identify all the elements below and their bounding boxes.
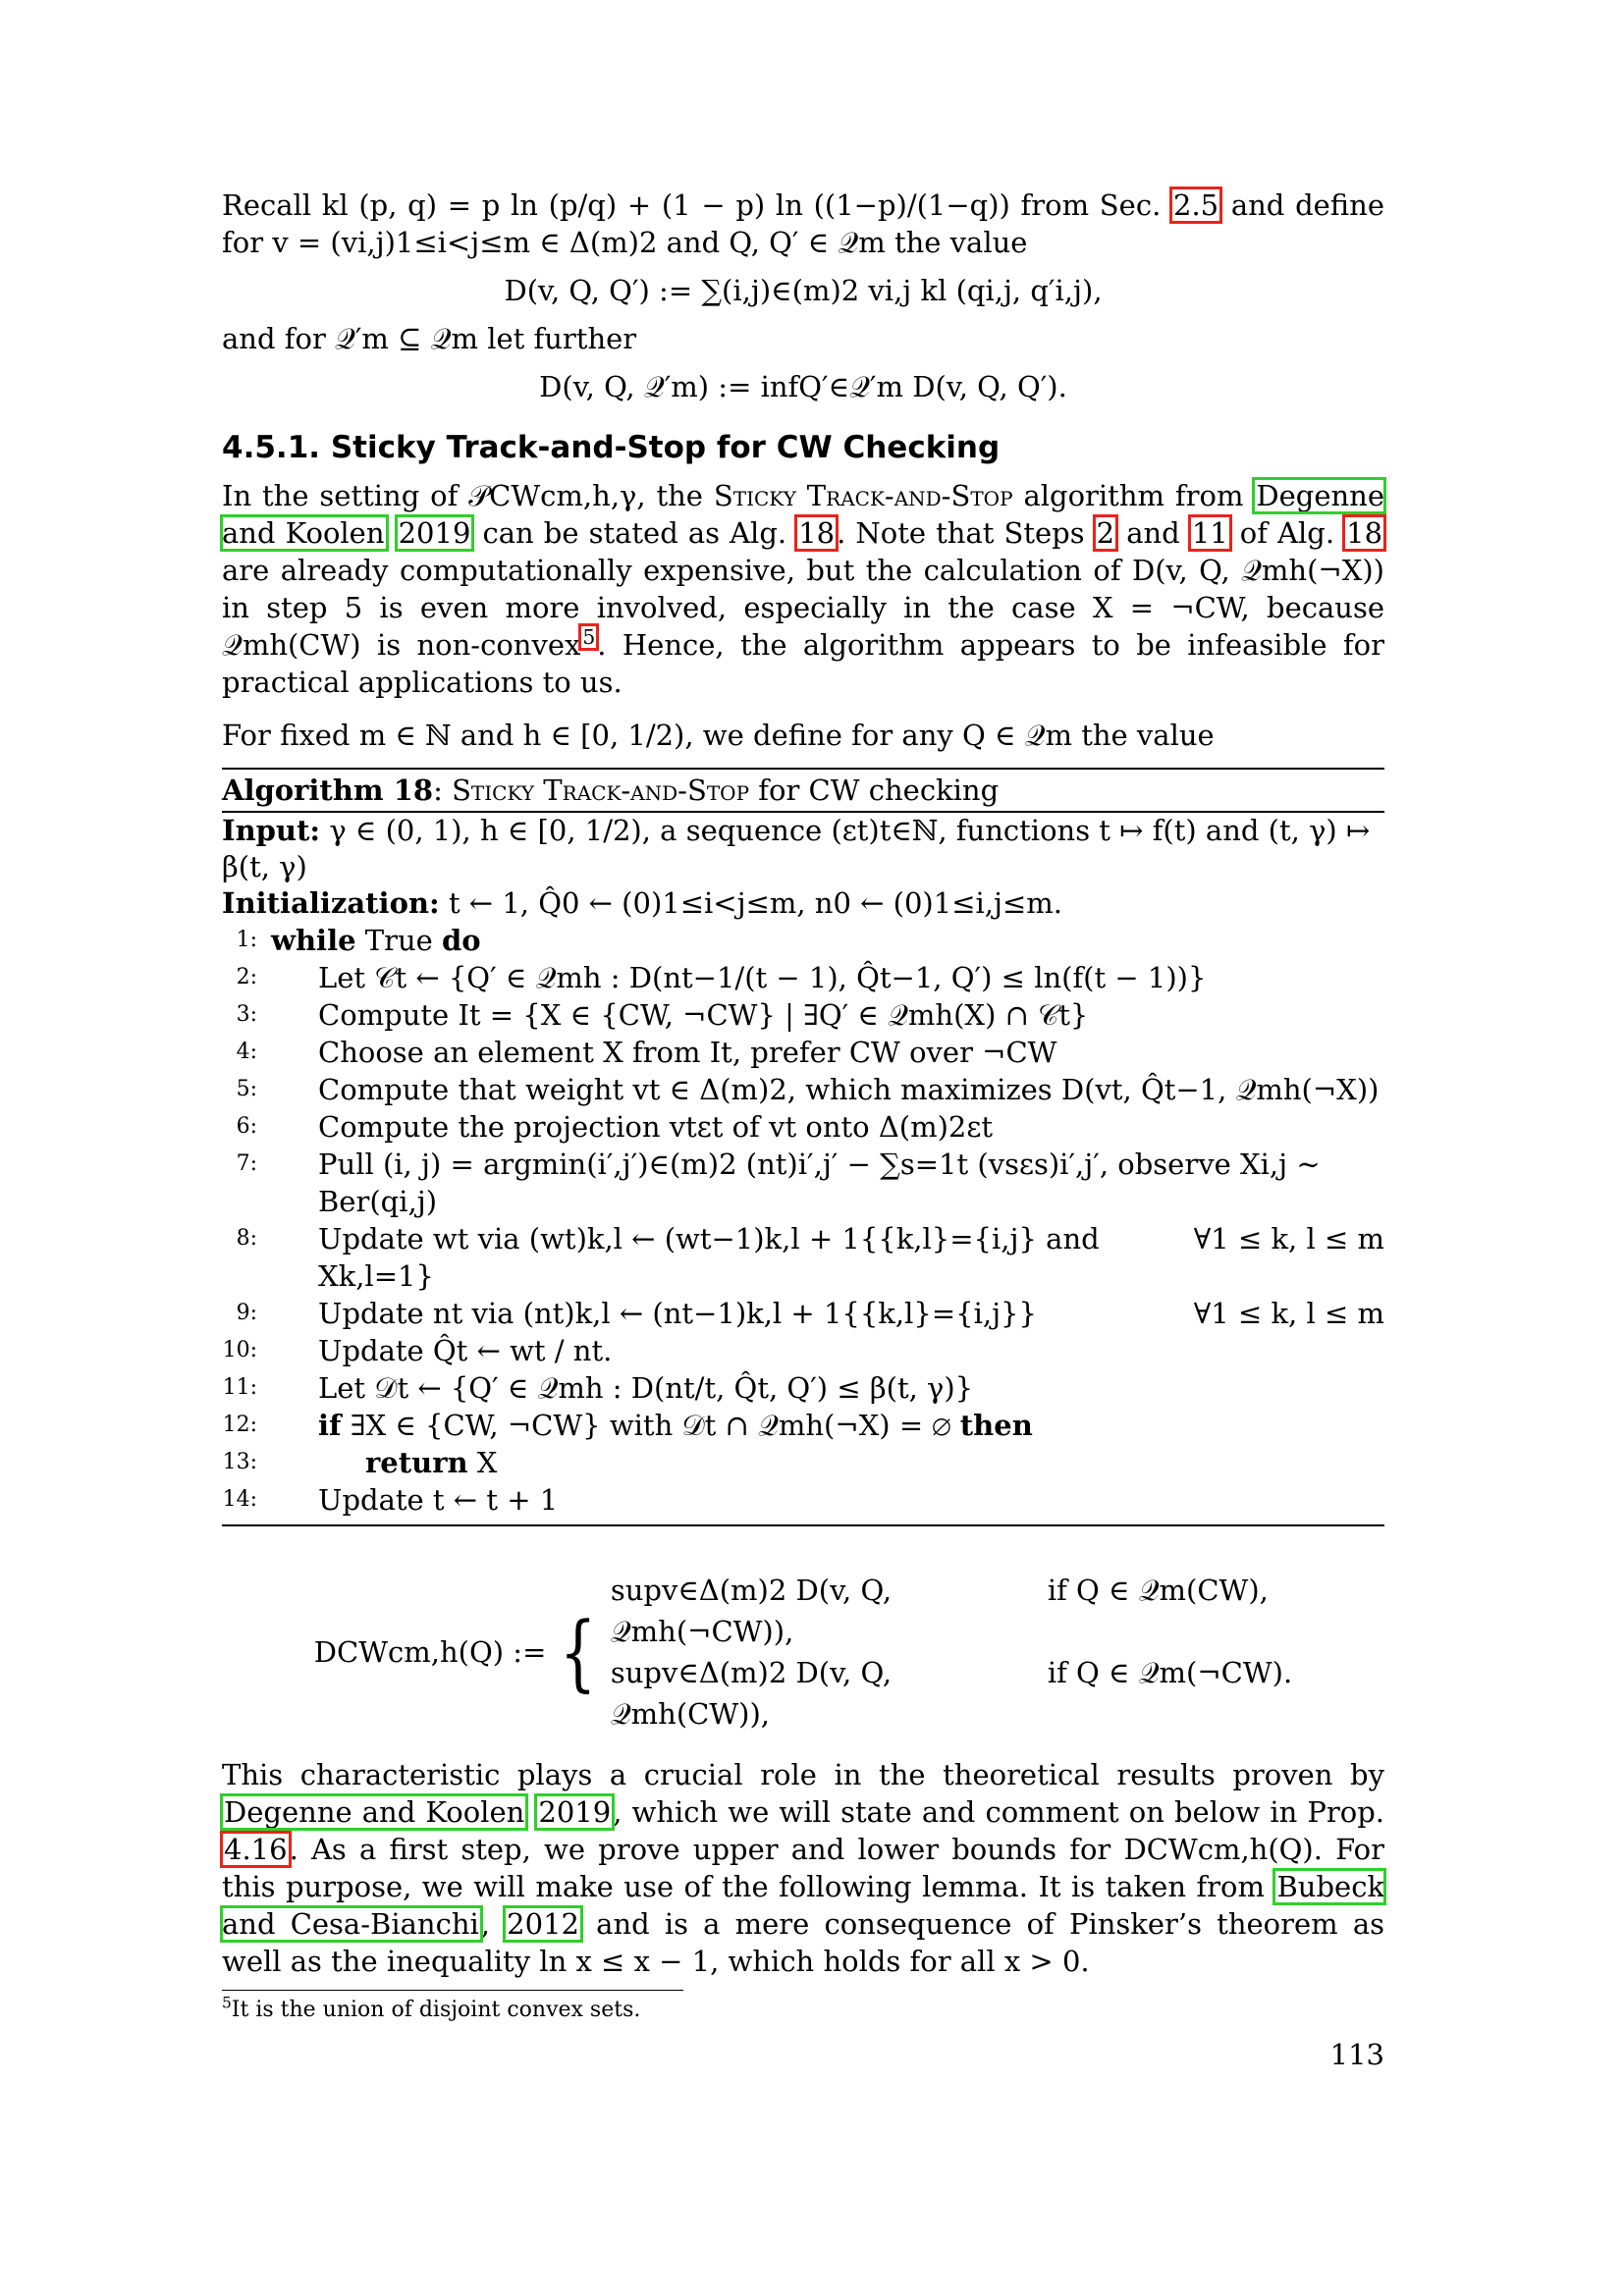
algorithm-line	[222, 959, 1384, 996]
line-number: 4:	[236, 1040, 257, 1064]
citation-year-link[interactable]: 2019	[398, 516, 471, 550]
footnote-text: It is the union of disjoint convex sets.	[231, 1998, 641, 2022]
line-number: 3:	[236, 1002, 257, 1027]
section-heading: 4.5.1. Sticky Track-and-Stop for CW Checking	[222, 430, 1001, 465]
footnote-number: 5	[222, 1994, 232, 2012]
text: for CW checking	[749, 774, 1000, 807]
case-condition: if Q ∈ 𝒬m(CW),	[1047, 1574, 1269, 1607]
algorithm-lines	[222, 922, 1384, 1524]
text: . Hence, the algorithm appears to be infeasible for practical applications to us.	[222, 628, 1384, 699]
line-text: Update nt via (nt)k,l ← (nt−1)k,l + 1{{k,l}={i,j}}	[318, 1297, 1037, 1330]
text: Recall kl (p, q) = p ln (p/q) + (1 − p) ln ((1−p)/(1−q)) from Sec.	[222, 188, 1162, 222]
case-row	[611, 1570, 1292, 1652]
algorithm-line	[222, 1332, 1384, 1369]
prop-ref-link[interactable]: 4.16	[224, 1833, 288, 1866]
input-text: γ ∈ (0, 1), h ∈ [0, 1/2), a sequence (εt)t∈ℕ, functions t ↦ f(t) and (t, γ) ↦ β(t, γ)	[222, 814, 1371, 883]
line-number: 13:	[222, 1450, 257, 1474]
algorithm-title	[222, 770, 1384, 813]
page-content	[222, 187, 1384, 2026]
case-expression: supv∈Δ(m)2 D(v, Q, 𝒬mh(CW)),	[610, 1656, 893, 1731]
algorithm-line	[222, 1407, 1384, 1444]
line-number: 2:	[236, 965, 257, 989]
line-quantifier: ∀1 ≤ k, l ≤ m	[1193, 1297, 1384, 1330]
line-number: 1:	[236, 928, 257, 952]
algorithm-line	[222, 1481, 1384, 1519]
algorithm-label: Algorithm 18	[222, 774, 434, 807]
step-ref-link[interactable]: 2	[1096, 516, 1115, 550]
section-ref-link[interactable]: 2.5	[1173, 188, 1219, 222]
line-text: Let 𝒞t ← {Q′ ∈ 𝒬mh : D(nt−1/(t − 1), Q̂t−1, Q′) ≤ ln(f(t − 1))}	[318, 961, 1207, 994]
citation-link[interactable]: Degenne and Koolen	[224, 1795, 525, 1829]
line-number: 5:	[236, 1077, 257, 1101]
text: and define for v = (vi,j)1≤i<j≤m ∈ Δ(m)2 and Q, Q′ ∈ 𝒬m the value	[222, 188, 1384, 259]
paragraph-characteristic: This characteristic plays a crucial role in the theoretical results proven by Degenne and Koolen 2019, which we will state and comment on below in Prop. 4.16. As a first step, we prove upper and lower bounds for DCWcm,h(Q). For this purpose, we will make use of the following lemma. It is taken from Bubeck and Cesa-Bianchi, 2012 and is a mere consequence of Pinsker’s theorem as well as the inequality ln x ≤ x − 1, which holds for all x > 0.	[222, 1758, 1385, 1978]
algorithm-init	[222, 885, 1384, 922]
case-expression: supv∈Δ(m)2 D(v, Q, 𝒬mh(¬CW)),	[610, 1574, 893, 1648]
cases	[611, 1570, 1292, 1735]
citation-year-link[interactable]: 2012	[507, 1907, 579, 1941]
algorithm-line	[222, 1369, 1384, 1407]
paragraph-further: and for 𝒬′m ⊆ 𝒬m let further	[222, 322, 637, 355]
line-text: Update t ← t + 1	[318, 1483, 559, 1517]
text: :	[433, 774, 453, 807]
algorithm-line	[222, 1108, 1384, 1146]
line-text: Compute It = {X ∈ {CW, ¬CW} | ∃Q′ ∈ 𝒬mh(X) ∩ 𝒞t}	[318, 998, 1089, 1032]
init-text: t ← 1, Q̂0 ← (0)1≤i<j≤m, n0 ← (0)1≤i,j≤m.	[448, 886, 1062, 920]
line-number: 9:	[236, 1301, 257, 1325]
paragraph-sticky-tas	[222, 477, 1384, 701]
algorithm-line	[222, 1146, 1384, 1220]
line-text: Update Q̂t ← wt / nt.	[318, 1334, 613, 1367]
algorithm-line	[222, 1034, 1384, 1071]
equation-D-inf: D(v, Q, 𝒬′m) := infQ′∈𝒬′m D(v, Q, Q′).	[539, 370, 1067, 403]
equation-D-CWc	[222, 1570, 1384, 1735]
line-quantifier: ∀1 ≤ k, l ≤ m	[1193, 1222, 1384, 1255]
footnote	[222, 1995, 1384, 2026]
algorithm-input	[222, 813, 1384, 885]
equation-D-def: D(v, Q, Q′) := ∑(i,j)∈(m)2 vi,j kl (qi,j, q′i,j),	[504, 274, 1103, 307]
algorithm-ref-link[interactable]: 18	[1346, 516, 1383, 550]
line-text: Pull (i, j) = argmin(i′,j′)∈(m)2 (nt)i′,j′ − ∑s=1t (vsεs)i′,j′, observe Xi,j ∼ Ber(qi,j)	[318, 1148, 1321, 1218]
line-text: if ∃X ∈ {CW, ¬CW} with 𝒟t ∩ 𝒬mh(¬X) = ∅ then	[318, 1409, 1033, 1442]
init-label: Initialization:	[222, 886, 440, 920]
algorithm-line	[222, 1220, 1384, 1295]
line-text: return X	[365, 1446, 498, 1479]
text: and	[1126, 516, 1180, 550]
footnote-ref-link[interactable]: 5	[582, 625, 596, 650]
algorithm-line	[222, 922, 1384, 959]
text: , which we will state and comment on below in Prop.	[613, 1795, 1384, 1829]
line-number: 8:	[236, 1226, 257, 1251]
case-condition: if Q ∈ 𝒬m(¬CW).	[1047, 1656, 1293, 1689]
algorithm-box	[222, 768, 1384, 1526]
line-text: Compute that weight vt ∈ Δ(m)2, which maximizes D(vt, Q̂t−1, 𝒬mh(¬X))	[318, 1073, 1380, 1106]
line-number: 12:	[222, 1413, 257, 1437]
case-row	[611, 1652, 1292, 1735]
page-number: 113	[1329, 2038, 1384, 2071]
citation-link[interactable]: Bubeck and Cesa-Bianchi	[222, 1870, 1385, 1941]
line-number: 10:	[222, 1338, 257, 1362]
text: can be stated as Alg.	[482, 516, 787, 550]
input-label: Input:	[222, 814, 321, 847]
algorithm-ref-link[interactable]: 18	[798, 516, 836, 550]
algorithm-name: Sticky Track-and-Stop	[452, 774, 750, 807]
citation-link[interactable]: Degenne and Koolen	[222, 479, 1385, 550]
line-text: Compute the projection vtεt of vt onto Δ(m)2εt	[318, 1110, 994, 1144]
text: . Note that Steps	[837, 516, 1085, 550]
line-text: Choose an element X from It, prefer CW over ¬CW	[318, 1036, 1057, 1069]
line-number: 11:	[222, 1375, 257, 1400]
citation-year-link[interactable]: 2019	[538, 1795, 612, 1829]
line-number: 7:	[236, 1151, 257, 1176]
algorithm-line	[222, 1071, 1384, 1108]
algorithm-line	[222, 1444, 1384, 1481]
step-ref-link[interactable]: 11	[1191, 516, 1228, 550]
equation-lhs: DCWcm,h(Q) :=	[313, 1635, 547, 1669]
algorithm-line	[222, 1295, 1384, 1332]
line-text: Update wt via (wt)k,l ← (wt−1)k,l + 1{{k,l}={i,j} and Xk,l=1}	[318, 1222, 1100, 1293]
text: of Alg.	[1239, 516, 1335, 550]
line-number: 14:	[222, 1487, 257, 1512]
line-text: while True do	[271, 924, 481, 957]
text: In the setting of 𝒫CWcm,h,γ, the	[222, 479, 703, 512]
line-number: 6:	[236, 1114, 257, 1139]
line-text: Let 𝒟t ← {Q′ ∈ 𝒬mh : D(nt/t, Q̂t, Q′) ≤ β(t, γ)}	[318, 1371, 974, 1405]
text: . As a first step, we prove upper and lower bounds for DCWcm,h(Q). For this purpose, we will make use of the following lemma. It is taken from	[222, 1833, 1384, 1903]
brace: {	[560, 1604, 597, 1700]
algorithm-line	[222, 996, 1384, 1034]
algorithm-name: Sticky Track-and-Stop	[713, 479, 1013, 512]
paragraph-kl-definition	[222, 187, 1384, 261]
text: are already computationally expensive, but the calculation of D(v, Q, 𝒬mh(¬X)) in step 5 is even more involved, especially in the case X = ¬CW, because 𝒬mh(CW) is non-convex	[222, 554, 1384, 662]
text: algorithm from	[1023, 479, 1244, 512]
paragraph-fixed-m: For fixed m ∈ ℕ and h ∈ [0, 1/2), we define for any Q ∈ 𝒬m the value	[222, 719, 1215, 752]
text: This characteristic plays a crucial role in the theoretical results proven by	[222, 1758, 1384, 1791]
text: and is a mere consequence of Pinsker’s theorem as well as the inequality ln x ≤ x − 1, which holds for all x > 0.	[222, 1907, 1384, 1978]
footnote-divider	[222, 1990, 683, 1991]
